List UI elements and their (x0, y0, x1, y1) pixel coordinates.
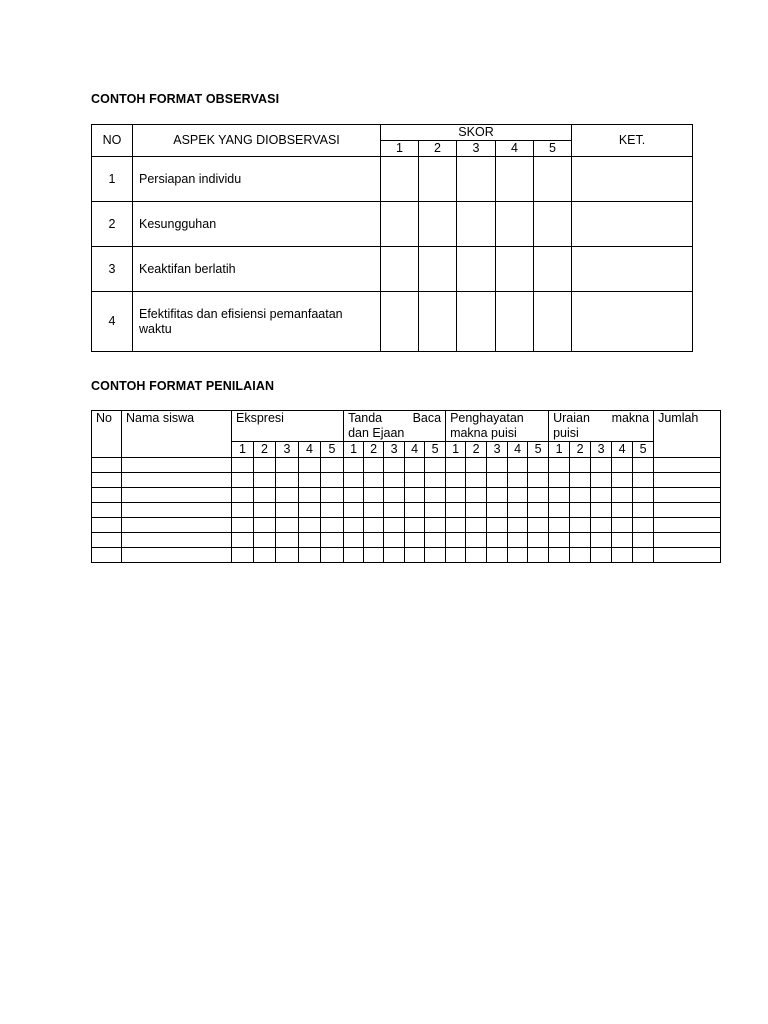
empty-cell[interactable] (425, 518, 446, 533)
header-puisi-word: puisi (553, 426, 579, 440)
skor-level-3: 3 (457, 141, 496, 157)
empty-cell[interactable] (425, 548, 446, 563)
empty-cell[interactable] (612, 473, 633, 488)
score-cell[interactable] (457, 157, 496, 202)
header-nama-siswa: Nama siswa (122, 411, 232, 458)
empty-cell[interactable] (528, 548, 549, 563)
header-jumlah: Jumlah (654, 411, 721, 458)
empty-cell[interactable] (591, 503, 612, 518)
observation-table (91, 124, 693, 352)
aspect-label: Persiapan individu (133, 157, 381, 202)
header-uraian (549, 411, 654, 442)
empty-cell[interactable] (321, 503, 344, 518)
empty-cell[interactable] (384, 548, 405, 563)
empty-cell[interactable] (321, 548, 344, 563)
row-number: 2 (92, 202, 133, 247)
penghayatan-level: 2 (466, 442, 487, 458)
empty-cell[interactable] (276, 488, 299, 503)
empty-cell[interactable] (254, 473, 276, 488)
score-cell[interactable] (381, 157, 419, 202)
assessment-table (91, 410, 721, 563)
header-no: NO (92, 125, 133, 157)
empty-cell[interactable] (633, 518, 654, 533)
empty-cell[interactable] (487, 533, 508, 548)
skor-level-2: 2 (419, 141, 457, 157)
empty-cell[interactable] (487, 458, 508, 473)
empty-cell[interactable] (612, 518, 633, 533)
skor-level-4: 4 (496, 141, 534, 157)
aspect-label: Efektifitas dan efisiensi pemanfaatan waktu (133, 292, 381, 352)
empty-cell[interactable] (254, 503, 276, 518)
empty-cell[interactable] (232, 503, 254, 518)
empty-cell[interactable] (570, 548, 591, 563)
empty-cell[interactable] (299, 458, 321, 473)
empty-cell[interactable] (299, 533, 321, 548)
empty-cell[interactable] (508, 488, 528, 503)
header-penghayatan-line1: Penghayatan (450, 411, 524, 425)
row-number: 3 (92, 247, 133, 292)
score-cell[interactable] (496, 292, 534, 352)
empty-cell[interactable] (633, 473, 654, 488)
empty-cell[interactable] (654, 548, 721, 563)
score-cell[interactable] (457, 247, 496, 292)
empty-cell[interactable] (92, 548, 122, 563)
empty-cell[interactable] (549, 488, 570, 503)
empty-cell[interactable] (92, 488, 122, 503)
empty-cell[interactable] (232, 488, 254, 503)
tanda-baca-level: 5 (425, 442, 446, 458)
empty-cell[interactable] (254, 458, 276, 473)
empty-cell[interactable] (405, 548, 425, 563)
empty-cell[interactable] (549, 458, 570, 473)
empty-cell[interactable] (321, 473, 344, 488)
empty-cell[interactable] (633, 488, 654, 503)
empty-cell[interactable] (344, 488, 364, 503)
empty-cell[interactable] (549, 503, 570, 518)
empty-cell[interactable] (364, 503, 384, 518)
empty-cell[interactable] (321, 533, 344, 548)
empty-cell[interactable] (232, 473, 254, 488)
empty-cell[interactable] (508, 548, 528, 563)
skor-level-5: 5 (534, 141, 572, 157)
empty-cell[interactable] (570, 458, 591, 473)
aspect-label: Kesungguhan (133, 202, 381, 247)
empty-cell[interactable] (654, 533, 721, 548)
empty-cell[interactable] (633, 533, 654, 548)
header-no: No (92, 411, 122, 458)
uraian-level: 1 (549, 442, 570, 458)
tanda-baca-level: 2 (364, 442, 384, 458)
score-cell[interactable] (419, 292, 457, 352)
tanda-baca-level: 1 (344, 442, 364, 458)
empty-cell[interactable] (299, 488, 321, 503)
empty-cell[interactable] (508, 518, 528, 533)
empty-cell[interactable] (405, 518, 425, 533)
empty-cell[interactable] (466, 458, 487, 473)
header-penghayatan-line2: makna puisi (450, 426, 517, 440)
empty-cell[interactable] (612, 458, 633, 473)
empty-cell[interactable] (405, 503, 425, 518)
ket-cell[interactable] (572, 202, 693, 247)
empty-cell[interactable] (570, 533, 591, 548)
empty-cell[interactable] (654, 458, 721, 473)
empty-cell[interactable] (364, 458, 384, 473)
empty-cell[interactable] (276, 473, 299, 488)
empty-cell[interactable] (487, 503, 508, 518)
score-cell[interactable] (496, 247, 534, 292)
empty-cell[interactable] (122, 458, 232, 473)
empty-cell[interactable] (232, 548, 254, 563)
empty-cell[interactable] (466, 488, 487, 503)
table-row (92, 518, 721, 533)
empty-cell[interactable] (508, 503, 528, 518)
score-cell[interactable] (534, 157, 572, 202)
empty-cell[interactable] (122, 518, 232, 533)
header-tanda-word: Tanda (348, 411, 383, 425)
empty-cell[interactable] (528, 503, 549, 518)
empty-cell[interactable] (570, 518, 591, 533)
assessment-rows (92, 458, 721, 563)
empty-cell[interactable] (570, 488, 591, 503)
empty-cell[interactable] (384, 458, 405, 473)
empty-cell[interactable] (549, 533, 570, 548)
empty-cell[interactable] (654, 503, 721, 518)
penghayatan-level: 4 (508, 442, 528, 458)
table-row (92, 488, 721, 503)
header-baca-word: Baca (412, 411, 442, 425)
ekspresi-level: 1 (232, 442, 254, 458)
table-row (92, 458, 721, 473)
empty-cell[interactable] (299, 518, 321, 533)
empty-cell[interactable] (508, 458, 528, 473)
empty-cell[interactable] (466, 548, 487, 563)
empty-cell[interactable] (549, 518, 570, 533)
skor-level-1: 1 (381, 141, 419, 157)
tanda-baca-level: 3 (384, 442, 405, 458)
empty-cell[interactable] (487, 473, 508, 488)
empty-cell[interactable] (446, 503, 466, 518)
empty-cell[interactable] (425, 473, 446, 488)
empty-cell[interactable] (299, 473, 321, 488)
empty-cell[interactable] (92, 503, 122, 518)
header-dan-ejaan: dan Ejaan (348, 426, 405, 440)
empty-cell[interactable] (466, 533, 487, 548)
empty-cell[interactable] (276, 458, 299, 473)
score-cell[interactable] (534, 202, 572, 247)
tanda-baca-level: 4 (405, 442, 425, 458)
empty-cell[interactable] (446, 473, 466, 488)
table-row (92, 202, 693, 247)
empty-cell[interactable] (384, 533, 405, 548)
empty-cell[interactable] (487, 488, 508, 503)
empty-cell[interactable] (487, 548, 508, 563)
empty-cell[interactable] (466, 518, 487, 533)
aspect-label: Keaktifan berlatih (133, 247, 381, 292)
empty-cell[interactable] (384, 473, 405, 488)
empty-cell[interactable] (299, 548, 321, 563)
empty-cell[interactable] (446, 488, 466, 503)
table-row (92, 548, 721, 563)
empty-cell[interactable] (254, 518, 276, 533)
empty-cell[interactable] (654, 488, 721, 503)
score-cell[interactable] (419, 157, 457, 202)
empty-cell[interactable] (508, 473, 528, 488)
score-cell[interactable] (419, 202, 457, 247)
empty-cell[interactable] (405, 458, 425, 473)
empty-cell[interactable] (487, 518, 508, 533)
header-makna-word: makna (611, 411, 650, 425)
empty-cell[interactable] (321, 488, 344, 503)
ekspresi-level: 5 (321, 442, 344, 458)
table-row (92, 292, 693, 352)
observation-title: CONTOH FORMAT OBSERVASI (91, 92, 280, 106)
header-skor: SKOR (381, 125, 572, 141)
empty-cell[interactable] (232, 533, 254, 548)
empty-cell[interactable] (122, 503, 232, 518)
empty-cell[interactable] (364, 548, 384, 563)
empty-cell[interactable] (344, 473, 364, 488)
empty-cell[interactable] (92, 473, 122, 488)
header-ket: KET. (572, 125, 693, 157)
empty-cell[interactable] (364, 473, 384, 488)
empty-cell[interactable] (276, 503, 299, 518)
ekspresi-level: 2 (254, 442, 276, 458)
empty-cell[interactable] (425, 533, 446, 548)
uraian-level: 4 (612, 442, 633, 458)
empty-cell[interactable] (425, 458, 446, 473)
penghayatan-level: 5 (528, 442, 549, 458)
empty-cell[interactable] (405, 473, 425, 488)
empty-cell[interactable] (549, 548, 570, 563)
score-cell[interactable] (457, 292, 496, 352)
uraian-level: 5 (633, 442, 654, 458)
empty-cell[interactable] (425, 488, 446, 503)
empty-cell[interactable] (446, 458, 466, 473)
empty-cell[interactable] (591, 458, 612, 473)
empty-cell[interactable] (612, 488, 633, 503)
empty-cell[interactable] (384, 488, 405, 503)
score-cell[interactable] (381, 202, 419, 247)
empty-cell[interactable] (528, 533, 549, 548)
empty-cell[interactable] (425, 503, 446, 518)
ket-cell[interactable] (572, 292, 693, 352)
assessment-title: CONTOH FORMAT PENILAIAN (91, 379, 275, 393)
empty-cell[interactable] (344, 458, 364, 473)
table-row (92, 473, 721, 488)
empty-cell[interactable] (321, 458, 344, 473)
score-cell[interactable] (381, 247, 419, 292)
empty-cell[interactable] (384, 503, 405, 518)
empty-cell[interactable] (528, 488, 549, 503)
empty-cell[interactable] (528, 518, 549, 533)
table-row (92, 503, 721, 518)
empty-cell[interactable] (466, 473, 487, 488)
empty-cell[interactable] (299, 503, 321, 518)
score-cell[interactable] (381, 292, 419, 352)
empty-cell[interactable] (549, 473, 570, 488)
empty-cell[interactable] (232, 518, 254, 533)
header-uraian-word: Uraian (553, 411, 590, 425)
row-number: 4 (92, 292, 133, 352)
empty-cell[interactable] (446, 533, 466, 548)
empty-cell[interactable] (405, 488, 425, 503)
empty-cell[interactable] (528, 458, 549, 473)
empty-cell[interactable] (591, 518, 612, 533)
empty-cell[interactable] (570, 473, 591, 488)
empty-cell[interactable] (591, 533, 612, 548)
empty-cell[interactable] (344, 503, 364, 518)
empty-cell[interactable] (364, 533, 384, 548)
empty-cell[interactable] (570, 503, 591, 518)
empty-cell[interactable] (276, 518, 299, 533)
empty-cell[interactable] (654, 518, 721, 533)
empty-cell[interactable] (254, 548, 276, 563)
empty-cell[interactable] (122, 548, 232, 563)
header-penghayatan (446, 411, 549, 442)
score-cell[interactable] (534, 247, 572, 292)
empty-cell[interactable] (466, 503, 487, 518)
table-row (92, 247, 693, 292)
empty-cell[interactable] (612, 548, 633, 563)
table-row (92, 533, 721, 548)
empty-cell[interactable] (612, 533, 633, 548)
empty-cell[interactable] (122, 488, 232, 503)
score-cell[interactable] (496, 157, 534, 202)
empty-cell[interactable] (384, 518, 405, 533)
empty-cell[interactable] (633, 548, 654, 563)
empty-cell[interactable] (254, 533, 276, 548)
empty-cell[interactable] (612, 503, 633, 518)
empty-cell[interactable] (122, 533, 232, 548)
header-tanda-baca (344, 411, 446, 442)
empty-cell[interactable] (276, 533, 299, 548)
row-number: 1 (92, 157, 133, 202)
empty-cell[interactable] (254, 488, 276, 503)
empty-cell[interactable] (276, 548, 299, 563)
header-ekspresi: Ekspresi (232, 411, 344, 442)
empty-cell[interactable] (344, 533, 364, 548)
ekspresi-level: 4 (299, 442, 321, 458)
empty-cell[interactable] (446, 548, 466, 563)
empty-cell[interactable] (92, 518, 122, 533)
empty-cell[interactable] (232, 458, 254, 473)
empty-cell[interactable] (591, 488, 612, 503)
empty-cell[interactable] (591, 548, 612, 563)
table-row (92, 157, 693, 202)
score-cell[interactable] (496, 202, 534, 247)
ket-cell[interactable] (572, 247, 693, 292)
empty-cell[interactable] (633, 503, 654, 518)
empty-cell[interactable] (321, 518, 344, 533)
empty-cell[interactable] (364, 518, 384, 533)
empty-cell[interactable] (364, 488, 384, 503)
empty-cell[interactable] (633, 458, 654, 473)
uraian-level: 3 (591, 442, 612, 458)
uraian-level: 2 (570, 442, 591, 458)
empty-cell[interactable] (654, 473, 721, 488)
header-aspek: ASPEK YANG DIOBSERVASI (133, 125, 381, 157)
empty-cell[interactable] (92, 533, 122, 548)
ket-cell[interactable] (572, 157, 693, 202)
score-cell[interactable] (457, 202, 496, 247)
empty-cell[interactable] (446, 518, 466, 533)
score-cell[interactable] (419, 247, 457, 292)
empty-cell[interactable] (405, 533, 425, 548)
ekspresi-level: 3 (276, 442, 299, 458)
empty-cell[interactable] (508, 533, 528, 548)
empty-cell[interactable] (591, 473, 612, 488)
empty-cell[interactable] (344, 518, 364, 533)
penghayatan-level: 1 (446, 442, 466, 458)
empty-cell[interactable] (344, 548, 364, 563)
empty-cell[interactable] (122, 473, 232, 488)
penghayatan-level: 3 (487, 442, 508, 458)
empty-cell[interactable] (92, 458, 122, 473)
score-cell[interactable] (534, 292, 572, 352)
empty-cell[interactable] (528, 473, 549, 488)
